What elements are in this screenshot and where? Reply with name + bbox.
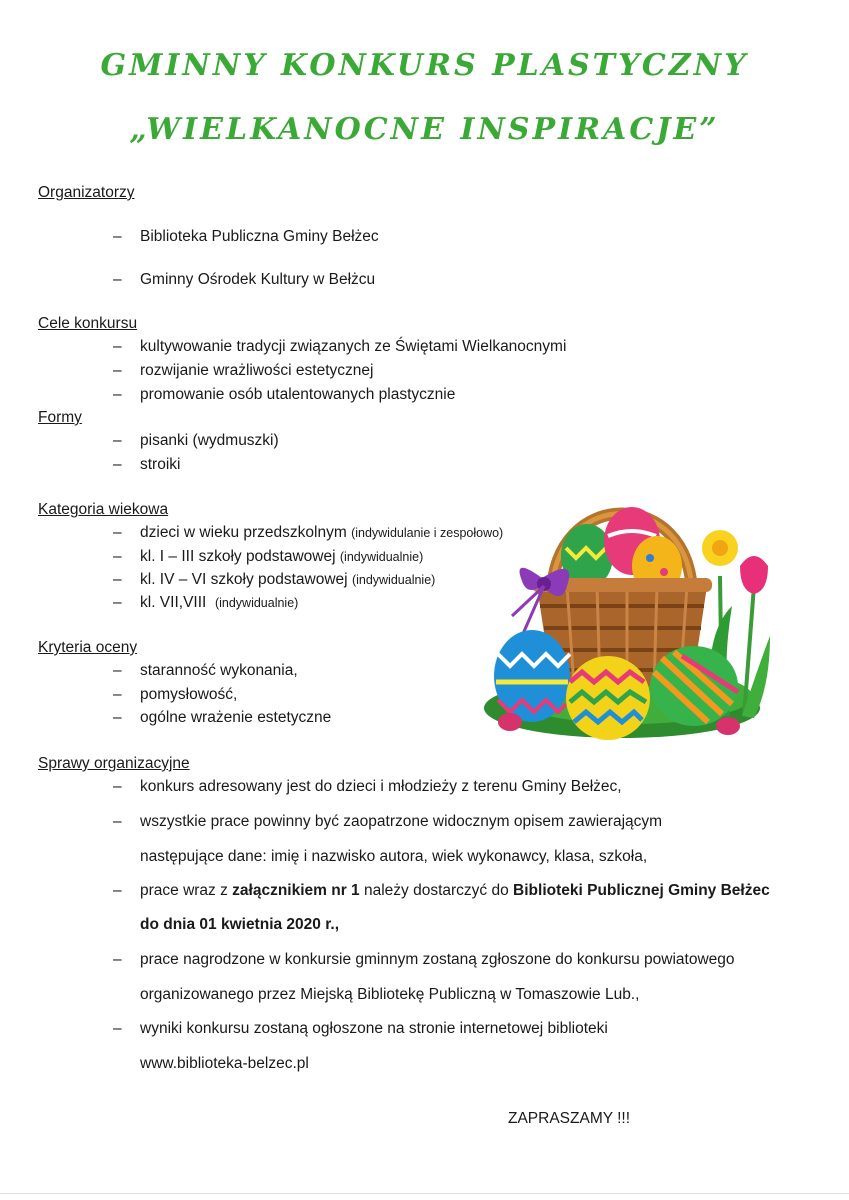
age-heading: Kategoria wiekowa — [38, 501, 169, 518]
invitation-text: ZAPRASZAMY !!! — [508, 1110, 631, 1127]
org-item: – wszystkie prace powinny być zaopatrzone widocznym opisem zawierającym — [113, 813, 663, 830]
organizer-item: – Gminny Ośrodek Kultury w Bełżcu — [113, 271, 376, 288]
org-item: – prace nagrodzone w konkursie gminnym zostaną zgłoszone do konkursu powiatowego — [113, 951, 735, 968]
org-item-continuation: następujące dane: imię i nazwisko autora, wiek wykonawcy, klasa, szkoła, — [140, 848, 648, 865]
org-item-continuation: organizowanego przez Miejską Bibliotekę Publiczną w Tomaszowie Lub., — [140, 986, 640, 1003]
criteria-item: – pomysłowość, — [113, 686, 238, 703]
criteria-heading: Kryteria oceny — [38, 639, 138, 656]
form-item: – pisanki (wydmuszki) — [113, 432, 279, 449]
contest-subtitle: „WIELKANOCNE INSPIRACJE” — [129, 112, 720, 147]
organizers-heading: Organizatorzy — [38, 184, 135, 201]
goal-item: – kultywowanie tradycji związanych ze Świętami Wielkanocnymi — [113, 338, 567, 355]
age-item: – kl. IV – VI szkoły podstawowej (indywidualnie) — [113, 571, 436, 588]
org-item: – prace wraz z załącznikiem nr 1 należy dostarczyć do Biblioteki Publicznej Gminy Bełżec — [113, 882, 770, 899]
organizer-item: – Biblioteka Publiczna Gminy Bełżec — [113, 228, 379, 245]
page-bottom-edge — [0, 1193, 849, 1194]
age-item: – kl. VII,VIII (indywidualnie) — [113, 594, 299, 611]
org-item-deadline: do dnia 01 kwietnia 2020 r., — [140, 916, 340, 933]
library-website-link[interactable]: www.biblioteka-belzec.pl — [140, 1055, 309, 1072]
goal-item: – rozwijanie wrażliwości estetycznej — [113, 362, 374, 379]
org-item: – konkurs adresowany jest do dzieci i młodzieży z terenu Gminy Bełżec, — [113, 778, 622, 795]
age-item: – dzieci w wieku przedszkolnym (indywidulanie i zespołowo) — [113, 524, 504, 541]
easter-basket-illustration — [482, 486, 772, 746]
age-item: – kl. I – III szkoły podstawowej (indywidualnie) — [113, 548, 424, 565]
forms-heading: Formy — [38, 409, 82, 426]
form-item: – stroiki — [113, 456, 181, 473]
org-item: – wyniki konkursu zostaną ogłoszone na stronie internetowej biblioteki — [113, 1020, 608, 1037]
goals-heading: Cele konkursu — [38, 315, 138, 332]
criteria-item: – ogólne wrażenie estetyczne — [113, 709, 332, 726]
criteria-item: – staranność wykonania, — [113, 662, 298, 679]
contest-title: GMINNY KONKURS PLASTYCZNY — [100, 48, 749, 83]
goal-item: – promowanie osób utalentowanych plastycznie — [113, 386, 456, 403]
organization-heading: Sprawy organizacyjne — [38, 755, 190, 772]
